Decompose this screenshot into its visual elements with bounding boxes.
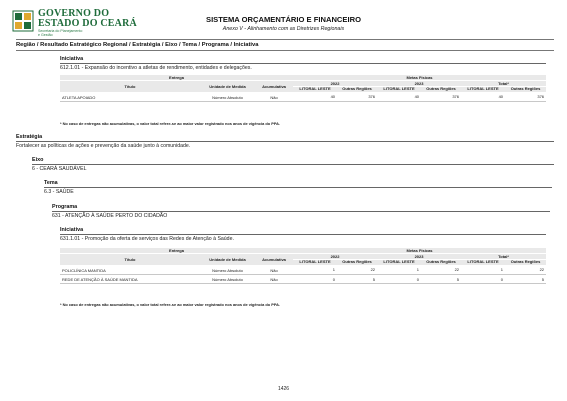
table-header-entrega: Entrega <box>60 75 293 81</box>
cell-unidade: Número Absoluto <box>200 93 255 102</box>
table-row <box>60 275 546 284</box>
eixo-divider <box>32 164 554 165</box>
cell-value: 376 <box>505 93 546 102</box>
cell-acumulativa: Não <box>255 93 293 102</box>
eixo-heading: Eixo <box>32 157 44 163</box>
table-header-entrega: Entrega <box>60 248 293 254</box>
cell-value: 22 <box>337 266 377 275</box>
cell-unidade: Número Absoluto <box>200 275 255 284</box>
page-number: 1426 <box>277 386 290 392</box>
estrategia-heading: Estratégia <box>16 134 43 140</box>
table-header-unidade: Unidade de Medida <box>200 81 255 93</box>
cell-titulo: REDE DE ATENÇÃO À SAÚDE MANTIDA <box>60 275 200 284</box>
table-header-acumulativa: Acumulativa <box>255 254 293 266</box>
table-header-litoral: LITORAL LESTE <box>293 87 337 93</box>
cell-value: 1 <box>293 266 337 275</box>
table-header-unidade: Unidade de Medida <box>200 254 255 266</box>
programa-text: 631 - ATENÇÃO À SAÚDE PERTO DO CIDADÃO <box>52 213 168 219</box>
table-header-outras: Outras Regiões <box>505 87 546 93</box>
logo-text-line2: ESTADO DO CEARÁ <box>38 18 137 29</box>
iniciativa-heading-1: Iniciativa <box>60 56 84 62</box>
table-header-outras: Outras Regiões <box>421 260 461 266</box>
cell-value: 0 <box>293 275 337 284</box>
report-subtitle: Anexo V - Alinhamento com as Diretrizes Regionais <box>222 26 345 32</box>
tema-divider <box>44 187 552 188</box>
iniciativa-text-1: 612.1.01 - Expansão do incentivo a atletas de rendimento, entidades e delegações. <box>60 65 252 71</box>
cell-value: 1 <box>377 266 421 275</box>
table-row <box>60 93 546 102</box>
table-header-outras: Outras Regiões <box>337 260 377 266</box>
table-header-litoral: LITORAL LESTE <box>377 87 421 93</box>
cell-value: 40 <box>461 93 505 102</box>
breadcrumb-divider <box>16 50 554 51</box>
header-divider <box>16 39 554 40</box>
logo-text-line1: GOVERNO DO <box>38 8 110 19</box>
breadcrumb: Região / Resultado Estratégico Regional / Estratégia / Eixo / Tema / Programa / Iniciativa <box>16 42 259 48</box>
table-header-outras: Outras Regiões <box>505 260 546 266</box>
tema-heading: Tema <box>44 180 58 186</box>
table-header-litoral: LITORAL LESTE <box>377 260 421 266</box>
table-header-total: Total* <box>461 254 546 260</box>
cell-value: 40 <box>377 93 421 102</box>
table-header-outras: Outras Regiões <box>337 87 377 93</box>
cell-value: 5 <box>505 275 546 284</box>
logo-secretaria: Secretaria do Planejamento <box>38 29 83 33</box>
table-header-year-2023: 2023 <box>377 254 461 260</box>
table-footnote-1: * No caso de entregas não acumulativas, o valor total refere-se ao maior valor registrado nos anos de vigência do PPA. <box>60 121 281 126</box>
entregas-table-1 <box>60 75 546 102</box>
table-header-titulo: Título <box>60 254 200 266</box>
cell-value: 5 <box>421 275 461 284</box>
table-row <box>60 266 546 275</box>
table-header-year-2023: 2023 <box>377 81 461 87</box>
entregas-table-2 <box>60 248 546 284</box>
cell-unidade: Número Absoluto <box>200 266 255 275</box>
iniciativa-divider-1 <box>60 63 546 64</box>
cell-value: 40 <box>293 93 337 102</box>
cell-value: 0 <box>377 275 421 284</box>
table-header-total: Total* <box>461 81 546 87</box>
cell-value: 22 <box>421 266 461 275</box>
estrategia-text: Fortalecer as políticas de ações e prevenção da saúde junto à comunidade. <box>16 143 191 149</box>
table-header-outras: Outras Regiões <box>421 87 461 93</box>
table-header-litoral: LITORAL LESTE <box>293 260 337 266</box>
programa-divider <box>52 211 550 212</box>
table-header-litoral: LITORAL LESTE <box>461 260 505 266</box>
cell-titulo: POLICLÍNICA MANTIDA <box>60 266 200 275</box>
table-header-metas: Metas Físicas <box>293 248 546 254</box>
cell-value: 0 <box>461 275 505 284</box>
cell-value: 1 <box>461 266 505 275</box>
cell-titulo: ATLETA APOIADO <box>60 93 200 102</box>
report-title: SISTEMA ORÇAMENTÁRIO E FINANCEIRO <box>206 15 361 24</box>
iniciativa-divider-2 <box>60 234 546 235</box>
cell-acumulativa: Não <box>255 266 293 275</box>
table-footnote-2: * No caso de entregas não acumulativas, o valor total refere-se ao maior valor registrado nos anos de vigência do PPA. <box>60 302 281 307</box>
logo-gestao: e Gestão <box>38 33 53 37</box>
estrategia-divider <box>16 141 554 142</box>
table-header-litoral: LITORAL LESTE <box>461 87 505 93</box>
table-header-year-2022: 2022 <box>293 254 377 260</box>
iniciativa-heading-2: Iniciativa <box>60 227 84 233</box>
iniciativa-text-2: 631.1.01 - Promoção da oferta de serviços das Redes de Atenção à Saúde. <box>60 236 234 242</box>
cell-value: 5 <box>337 275 377 284</box>
cell-value: 376 <box>337 93 377 102</box>
tema-text: 6.3 - SAÚDE <box>44 189 74 195</box>
cell-acumulativa: Não <box>255 275 293 284</box>
table-header-titulo: Título <box>60 81 200 93</box>
cell-value: 22 <box>505 266 546 275</box>
table-header-metas: Metas Físicas <box>293 75 546 81</box>
eixo-text: 6 - CEARÁ SAUDÁVEL <box>32 166 87 172</box>
table-header-year-2022: 2022 <box>293 81 377 87</box>
programa-heading: Programa <box>52 204 78 210</box>
cell-value: 376 <box>421 93 461 102</box>
table-header-acumulativa: Acumulativa <box>255 81 293 93</box>
